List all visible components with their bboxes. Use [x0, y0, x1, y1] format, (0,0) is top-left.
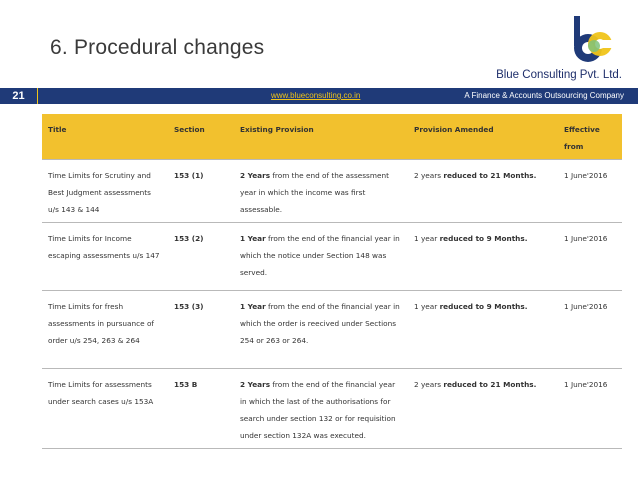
cell-effective: 1 June'2016: [564, 380, 608, 389]
cell-section: 153 (1): [174, 171, 204, 180]
cell-existing: [234, 369, 408, 449]
cell-existing: [234, 223, 408, 291]
cell-existing: [234, 160, 408, 223]
cell-title: Time Limits for assessments under search cases u/s 153A: [48, 380, 154, 406]
header-band: [0, 88, 638, 104]
existing-text: from the end of the financial year in which the last of the authorisations for search under section 132 or for requisition under section 132A was executed.: [240, 380, 396, 440]
amended-change: reduced to 21 Months.: [443, 171, 537, 180]
cell-amended: [408, 160, 558, 223]
existing-duration: 2 Years: [240, 171, 271, 180]
amended-change: reduced to 9 Months.: [439, 302, 528, 311]
table-header-row: [42, 114, 622, 160]
cell-effective: 1 June'2016: [564, 171, 608, 180]
cell-section: 153 (2): [174, 234, 204, 243]
cell-title: Time Limits for fresh assessments in pursuance of order u/s 254, 263 & 264: [48, 302, 154, 345]
table-row: [42, 223, 622, 291]
amended-prefix: 2 years: [414, 171, 444, 180]
header-title: Title: [48, 125, 67, 134]
table-row: [42, 160, 622, 223]
cell-title: Time Limits for Scrutiny and Best Judgment assessments u/s 143 & 144: [48, 171, 151, 214]
cell-amended: [408, 369, 558, 449]
existing-duration: 1 Year: [240, 234, 266, 243]
website-link[interactable]: www.blueconsulting.co.in: [271, 91, 361, 100]
header-existing-provision: Existing Provision: [240, 125, 314, 134]
company-name: Blue Consulting Pvt. Ltd.: [496, 69, 622, 81]
header-section: Section: [174, 125, 205, 134]
cell-section: 153 B: [174, 380, 198, 389]
cell-title: Time Limits for Income escaping assessments u/s 147: [48, 234, 160, 260]
cell-effective: 1 June'2016: [564, 234, 608, 243]
header-provision-amended: Provision Amended: [414, 125, 494, 134]
bc-logo-icon: [566, 14, 614, 66]
cell-section: 153 (3): [174, 302, 204, 311]
existing-text: from the end of the assessment year in which the income was first assessable.: [240, 171, 389, 214]
amended-change: reduced to 9 Months.: [439, 234, 528, 243]
cell-amended: [408, 223, 558, 291]
existing-duration: 1 Year: [240, 302, 266, 311]
amended-prefix: 1 year: [414, 302, 440, 311]
page-number: 21: [12, 90, 25, 102]
company-tagline: A Finance & Accounts Outsourcing Company: [464, 91, 624, 100]
table-row: [42, 369, 622, 449]
cell-amended: [408, 291, 558, 369]
page-title: 6. Procedural changes: [50, 36, 265, 59]
header-effective-from: Effective from: [564, 125, 600, 151]
amended-change: reduced to 21 Months.: [443, 380, 537, 389]
table-row: [42, 291, 622, 369]
procedural-changes-table: [42, 114, 622, 449]
existing-text: from the end of the financial year in which the notice under Section 148 was served.: [240, 234, 400, 277]
amended-prefix: 1 year: [414, 234, 440, 243]
cell-existing: [234, 291, 408, 369]
cell-effective: 1 June'2016: [564, 302, 608, 311]
existing-text: from the end of the financial year in which the order is reecived under Sections 254 or 263 or 264.: [240, 302, 400, 345]
existing-duration: 2 Years: [240, 380, 271, 389]
amended-prefix: 2 years: [414, 380, 444, 389]
